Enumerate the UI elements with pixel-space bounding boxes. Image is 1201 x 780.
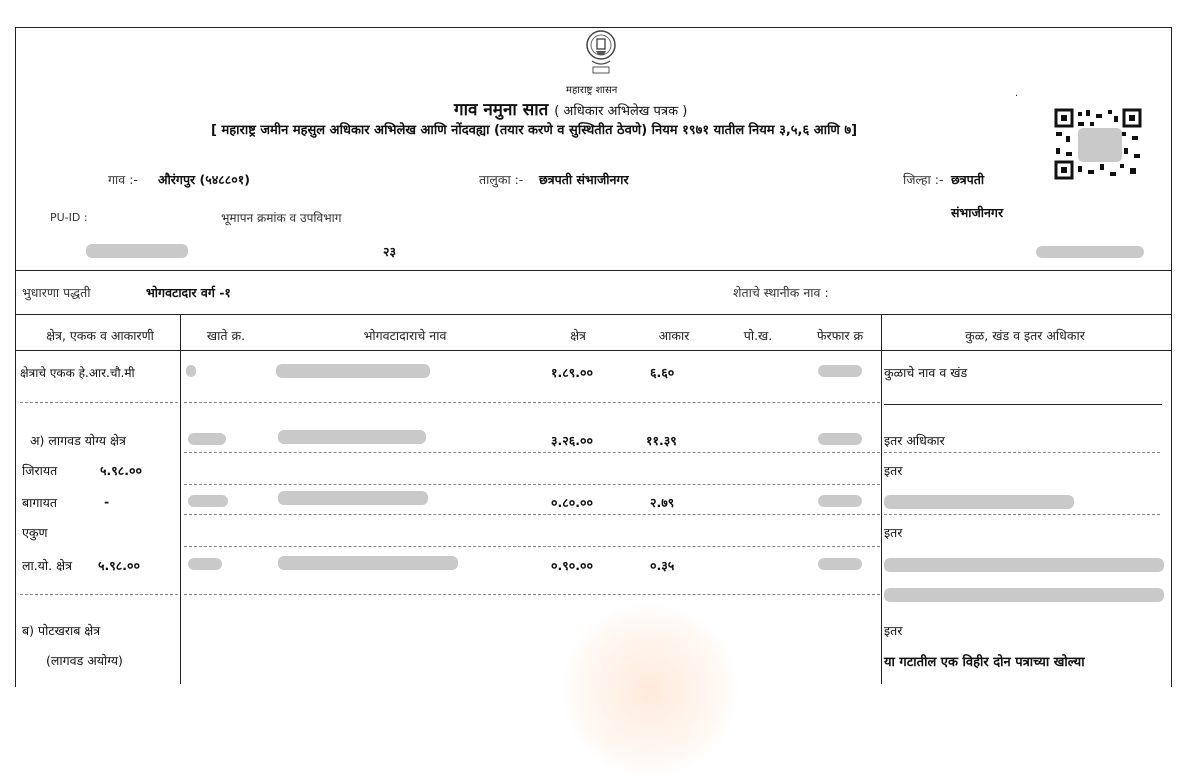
- row-assessment: ११.३९: [646, 433, 677, 448]
- account-redacted: [188, 495, 228, 507]
- cultivable-label: अ) लागवड योग्य क्षेत्र: [30, 433, 126, 448]
- holder-redacted: [276, 364, 430, 378]
- maharashtra-emblem-icon: [584, 29, 618, 77]
- watermark-seal: [560, 600, 740, 780]
- col-header-rights: कुळ, खंड व इतर अधिकार: [965, 328, 1085, 343]
- dash-sep: [20, 594, 178, 595]
- dash-sep: [884, 452, 1160, 453]
- holder-redacted: [278, 556, 458, 570]
- col-header-holder: भोगवटादाराचे नाव: [363, 328, 447, 343]
- row-assessment: २.७९: [650, 495, 675, 510]
- survey-label: भूमापन क्रमांक व उपविभाग: [221, 211, 342, 225]
- garden-label: बागायत: [22, 495, 58, 510]
- holder-redacted: [278, 491, 428, 505]
- row-assessment: ०.३५: [650, 558, 675, 573]
- itar-label: इतर: [884, 525, 903, 540]
- account-redacted: [188, 433, 226, 445]
- divider: [15, 270, 1172, 271]
- state-name: महाराष्ट्र शासन: [566, 85, 618, 96]
- kul-label: कुळाचे नाव व खंड: [884, 365, 968, 380]
- total-label: एकुण: [22, 525, 48, 540]
- dash-sep: [184, 514, 880, 515]
- survey-number: २३: [383, 244, 397, 259]
- mutation-redacted: [818, 433, 862, 445]
- rights-redacted: [884, 495, 1074, 509]
- dash-sep: [184, 594, 880, 595]
- cult-total-label: ला.यो. क्षेत्र: [22, 558, 72, 573]
- itar-label: इतर: [884, 623, 903, 638]
- district-value: छत्रपती: [951, 172, 985, 187]
- rights-redacted: [884, 558, 1164, 572]
- col-divider: [881, 314, 882, 684]
- col-header-area-unit: क्षेत्र, एकक व आकारणी: [46, 328, 154, 343]
- redacted-field: [1036, 246, 1144, 258]
- taluka-label: तालुका :-: [479, 172, 524, 187]
- document-title: गाव नमुना सात ( अधिकार अभिलेख पत्रक ): [454, 100, 688, 120]
- table-header-border: [15, 350, 1172, 351]
- account-redacted: [186, 365, 196, 377]
- itar-label: इतर: [884, 463, 903, 478]
- col-header-area: क्षेत्र: [570, 328, 586, 343]
- local-name-label: शेताचे स्थानीक नाव :: [733, 285, 829, 300]
- dash-sep: [184, 402, 880, 403]
- dash-sep: [184, 452, 880, 453]
- tenure-label: भुधारणा पद्धती: [22, 285, 91, 300]
- kul-underline: [884, 404, 1162, 405]
- qr-code-icon: [1054, 108, 1142, 180]
- pot-label: ब) पोटखराब क्षेत्र: [22, 623, 101, 638]
- table-top-border: [15, 314, 1172, 315]
- mutation-redacted: [818, 365, 862, 377]
- pot-sub-label: (लागवड अयोग्य): [46, 653, 123, 668]
- taluka-value: छत्रपती संभाजीनगर: [539, 172, 629, 187]
- dot-mark: .: [1015, 88, 1019, 99]
- col-header-assessment: आकार: [658, 328, 690, 343]
- mutation-redacted: [818, 558, 862, 570]
- row-area: ०.९०.००: [551, 558, 593, 573]
- rights-note: या गटातील एक विहीर दोन पत्राच्या खोल्या: [884, 655, 1085, 670]
- row-area: ०.८०.००: [551, 495, 593, 510]
- row-assessment: ६.६०: [650, 365, 675, 380]
- col-header-account: खाते क्र.: [206, 328, 246, 343]
- row-area: १.८९.००: [551, 365, 593, 380]
- puid-label: PU-ID :: [50, 211, 88, 224]
- dry-label: जिरायत: [22, 463, 58, 478]
- col-header-pokh: पो.ख.: [743, 328, 773, 343]
- tenure-value: भोगवटादार वर्ग -१: [146, 285, 231, 300]
- village-label: गाव :-: [108, 172, 138, 187]
- garden-value: -: [104, 494, 110, 509]
- district-label: जिल्हा :-: [903, 172, 944, 187]
- district-value-cont: संभाजीनगर: [951, 205, 1004, 220]
- puid-redacted: [86, 244, 188, 258]
- col-header-mutation: फेरफार क्र: [816, 328, 864, 343]
- dash-sep: [20, 402, 178, 403]
- dash-sep: [884, 514, 1160, 515]
- dash-sep: [184, 546, 880, 547]
- dry-value: ५.९८.००: [100, 463, 142, 478]
- col-divider: [180, 314, 181, 684]
- document-subtitle: [ महाराष्ट्र जमीन महसुल अधिकार अभिलेख आणि नोंदवह्या (तयार करणे व सुस्थितीत ठेवणे) नियम १९७१ यातील नियम ३,५,६ आणि ७]: [211, 123, 858, 138]
- village-value: औरंगपुर (५४८८०१): [158, 172, 250, 187]
- holder-redacted: [278, 430, 426, 444]
- mutation-redacted: [818, 495, 862, 507]
- other-rights-label: इतर अधिकार: [884, 433, 945, 448]
- cult-total-value: ५.९८.००: [98, 558, 140, 573]
- dash-sep: [184, 484, 880, 485]
- row-area: ३.२६.००: [551, 433, 593, 448]
- rights-redacted: [884, 588, 1164, 602]
- unit-label: क्षेत्राचे एकक हे.आर.चौ.मी: [20, 366, 135, 380]
- account-redacted: [188, 558, 222, 570]
